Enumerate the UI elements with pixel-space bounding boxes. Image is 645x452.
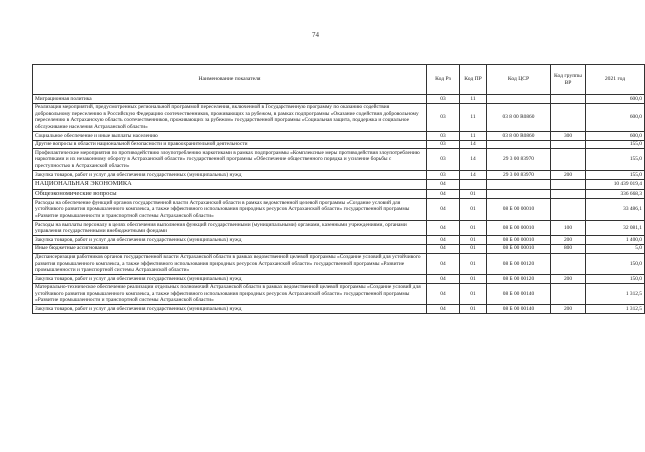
- cell-name: Иные бюджетные ассигнования: [33, 244, 427, 253]
- cell-csr: 29 3 00 83970: [487, 170, 551, 179]
- table-row: [33, 221, 645, 236]
- cell-pr: 01: [460, 189, 487, 199]
- budget-table: [32, 64, 645, 314]
- table-row: [33, 305, 645, 314]
- cell-csr: 08 Б 00 00140: [487, 305, 551, 314]
- cell-ved: 03: [427, 140, 460, 149]
- header-ved: Код Рз: [427, 65, 460, 95]
- cell-name: Материально-техническое обеспечение реализации отдельных полномочий Астраханской области в рамках ведомственной целевой программы «Создание условий для устойчивого развития промышленного комплекса, а также эффективного использования природных ресурсов Астраханской области» государственной программы «Развитие промышленности и транспортной системы Астраханской области»: [33, 283, 427, 305]
- cell-csr: 08 Б 00 00120: [487, 253, 551, 275]
- table-row: [33, 149, 645, 171]
- cell-csr: 03 8 00 R0860: [487, 131, 551, 140]
- cell-name: Закупка товаров, работ и услуг для обеспечения государственных (муниципальных) нужд: [33, 275, 427, 284]
- cell-vr: 200: [551, 275, 586, 284]
- cell-amount: 1 400,0: [586, 236, 645, 245]
- table-row: [33, 170, 645, 179]
- table-row: [33, 140, 645, 149]
- cell-vr: [551, 199, 586, 221]
- cell-vr: 300: [551, 131, 586, 140]
- header-pr: Код ПР: [460, 65, 487, 95]
- table-row: [33, 244, 645, 253]
- cell-pr: 11: [460, 103, 487, 131]
- cell-ved: 04: [427, 236, 460, 245]
- cell-name: Закупка товаров, работ и услуг для обеспечения государственных (муниципальных) нужд: [33, 170, 427, 179]
- cell-ved: 04: [427, 244, 460, 253]
- cell-vr: [551, 140, 586, 149]
- cell-csr: 08 Б 00 00120: [487, 275, 551, 284]
- table-row: [33, 131, 645, 140]
- cell-amount: 33 486,1: [586, 199, 645, 221]
- cell-name: Закупка товаров, работ и услуг для обеспечения государственных (муниципальных) нужд: [33, 305, 427, 314]
- cell-csr: 08 Б 00 00010: [487, 199, 551, 221]
- cell-vr: 200: [551, 170, 586, 179]
- header-csr: Код ЦСР: [487, 65, 551, 95]
- cell-name: Реализация мероприятий, предусмотренных региональной программой переселения, включенной в Государственную программу по оказанию содействия добровольному переселению в Российскую Федерацию соотечественников, проживающих за рубежом, в рамках подпрограммы «Оказание содействия добровольному переселению в Астраханскую область соотечественников, проживающих за рубежом» государственной программы «Социальная защита, поддержка и социальное обслуживание населения Астраханской области»: [33, 103, 427, 131]
- cell-csr: [487, 189, 551, 199]
- table-row: [33, 253, 645, 275]
- cell-amount: 155,0: [586, 140, 645, 149]
- cell-csr: [487, 95, 551, 104]
- cell-amount: 155,0: [586, 149, 645, 171]
- cell-amount: 600,0: [586, 95, 645, 104]
- cell-vr: [551, 95, 586, 104]
- cell-pr: 01: [460, 221, 487, 236]
- cell-amount: 10 439 019,4: [586, 179, 645, 189]
- cell-ved: 03: [427, 95, 460, 104]
- table-row: [33, 199, 645, 221]
- cell-ved: 04: [427, 199, 460, 221]
- cell-csr: 08 Б 00 00140: [487, 283, 551, 305]
- table-row: [33, 236, 645, 245]
- header-amount: 2021 год: [586, 65, 645, 95]
- table-row: [33, 275, 645, 284]
- cell-amount: 600,0: [586, 103, 645, 131]
- cell-pr: 14: [460, 149, 487, 171]
- cell-amount: 600,0: [586, 131, 645, 140]
- cell-ved: 04: [427, 179, 460, 189]
- cell-pr: 01: [460, 283, 487, 305]
- cell-csr: [487, 140, 551, 149]
- cell-name: Диспансеризация работников органов государственной власти Астраханской области в рамках ведомственной целевой программы «Создание условий для устойчивого развития промышленного комплекса, а также эффективного использования природных ресурсов Астраханской области» государственной программы «Развитие промышленности и транспортной системы Астраханской области»: [33, 253, 427, 275]
- cell-csr: 29 3 00 83970: [487, 149, 551, 171]
- cell-ved: 03: [427, 170, 460, 179]
- cell-amount: 150,0: [586, 253, 645, 275]
- cell-amount: 1 312,5: [586, 305, 645, 314]
- cell-amount: 1 312,5: [586, 283, 645, 305]
- cell-ved: 03: [427, 149, 460, 171]
- cell-amount: 32 081,1: [586, 221, 645, 236]
- cell-pr: 11: [460, 95, 487, 104]
- header-name: Наименование показателя: [33, 65, 427, 95]
- cell-ved: 04: [427, 253, 460, 275]
- cell-vr: [551, 253, 586, 275]
- cell-pr: 11: [460, 131, 487, 140]
- header-vr: Код группы ВР: [551, 65, 586, 95]
- cell-amount: 336 668,3: [586, 189, 645, 199]
- cell-amount: 5,0: [586, 244, 645, 253]
- cell-ved: 04: [427, 283, 460, 305]
- cell-name: Другие вопросы в области национальной безопасности и правоохранительной деятельности: [33, 140, 427, 149]
- cell-pr: 01: [460, 244, 487, 253]
- table-header: [33, 65, 645, 95]
- cell-pr: 01: [460, 253, 487, 275]
- cell-pr: 01: [460, 305, 487, 314]
- cell-vr: [551, 149, 586, 171]
- table-row: [33, 283, 645, 305]
- cell-ved: 04: [427, 275, 460, 284]
- cell-pr: 01: [460, 236, 487, 245]
- page-number: 74: [312, 31, 319, 39]
- cell-csr: 03 8 00 R0860: [487, 103, 551, 131]
- cell-amount: 155,0: [586, 170, 645, 179]
- cell-pr: 01: [460, 275, 487, 284]
- cell-vr: [551, 103, 586, 131]
- table-row: [33, 103, 645, 131]
- cell-ved: 03: [427, 103, 460, 131]
- cell-csr: [487, 179, 551, 189]
- cell-pr: 14: [460, 170, 487, 179]
- cell-amount: 150,0: [586, 275, 645, 284]
- cell-name: Закупка товаров, работ и услуг для обеспечения государственных (муниципальных) нужд: [33, 236, 427, 245]
- cell-pr: 14: [460, 140, 487, 149]
- cell-vr: 800: [551, 244, 586, 253]
- table-row: [33, 95, 645, 104]
- cell-vr: 100: [551, 221, 586, 236]
- cell-vr: [551, 179, 586, 189]
- cell-csr: 08 Б 00 00010: [487, 244, 551, 253]
- cell-vr: 200: [551, 236, 586, 245]
- table-row: [33, 179, 645, 189]
- cell-name: НАЦИОНАЛЬНАЯ ЭКОНОМИКА: [33, 179, 427, 189]
- cell-ved: 04: [427, 221, 460, 236]
- cell-pr: [460, 179, 487, 189]
- cell-csr: 08 Б 00 00010: [487, 221, 551, 236]
- cell-ved: 03: [427, 131, 460, 140]
- table-row: [33, 189, 645, 199]
- cell-name: Профилактические мероприятия по противодействию злоупотреблению наркотиками в рамках подпрограммы «Комплексные меры противодействия злоупотреблению наркотиками и их незаконному обороту в Астраханской области» государственной программы «Обеспечение общественного порядка и усиление борьбы с преступностью в Астраханской области»: [33, 149, 427, 171]
- cell-name: Расходы на выплаты персоналу в целях обеспечения выполнения функций государственными (муниципальными) органами, казенными учреждениями, органами управления государственными внебюджетными фондами: [33, 221, 427, 236]
- cell-name: Социальное обеспечение и иные выплаты населению: [33, 131, 427, 140]
- cell-ved: 04: [427, 305, 460, 314]
- cell-vr: [551, 283, 586, 305]
- cell-csr: 08 Б 00 00010: [487, 236, 551, 245]
- table-body: [33, 95, 645, 314]
- cell-vr: [551, 189, 586, 199]
- cell-name: Расходы на обеспечение функций органов государственной власти Астраханской области в рамках ведомственной целевой программы «Создание условий для устойчивого развития промышленного комплекса, а также эффективного использования природных ресурсов Астраханской области» государственной программы «Развитие промышленности и транспортной системы Астраханской области»: [33, 199, 427, 221]
- cell-pr: 01: [460, 199, 487, 221]
- header-row: [33, 65, 645, 95]
- cell-ved: 04: [427, 189, 460, 199]
- cell-name: Миграционная политика: [33, 95, 427, 104]
- cell-vr: 200: [551, 305, 586, 314]
- cell-name: Общеэкономические вопросы: [33, 189, 427, 199]
